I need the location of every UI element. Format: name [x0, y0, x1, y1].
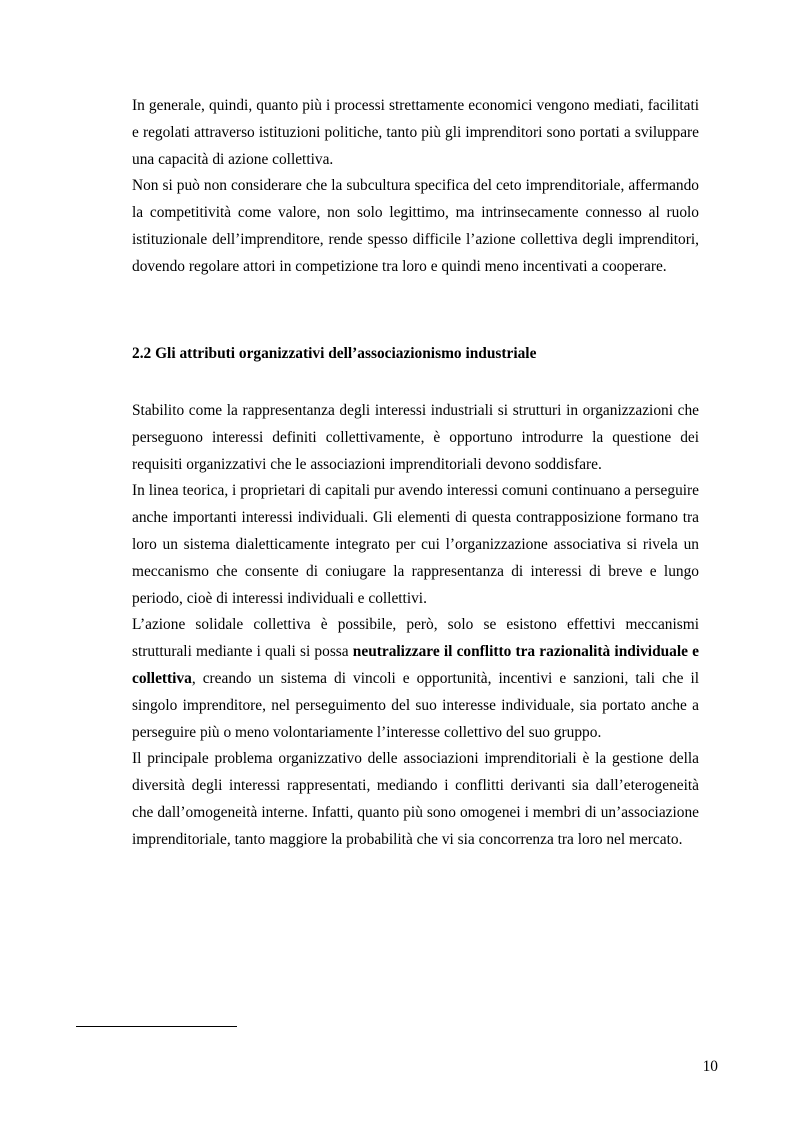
- footnote-separator: [76, 1026, 237, 1027]
- paragraph-6: Il principale problema organizzativo delle associazioni imprenditoriali è la gestione della diversità degli interessi rappresentati, mediando i conflitti derivanti sia dall’eterogeneità che dall’omogeneità interne. Infatti, quanto più sono omogenei i membri di un’associazione imprenditoriale, tanto maggiore la probabilità che vi sia concorrenza tra loro nel mercato.: [132, 750, 699, 848]
- paragraph-5-emphasis: neutralizzare il conflitto tra razionalità individuale e collettiva: [132, 643, 699, 687]
- section-heading: 2.2 Gli attributi organizzativi dell’associazionismo industriale: [132, 345, 537, 362]
- page-number: 10: [702, 1058, 718, 1075]
- paragraph-5-end: , creando un sistema di vincoli e opportunità, incentivi e sanzioni, tali che il singolo imprenditore, nel perseguimento del suo interesse individuale, sia portato anche a perseguire più o meno volontariamente l’interesse collettivo del suo gruppo.: [132, 669, 699, 741]
- paragraph-1: In generale, quindi, quanto più i processi strettamente economici vengono mediati, facilitati e regolati attraverso istituzioni politiche, tanto più gli imprenditori sono portati a sviluppare una capacità di azione collettiva.: [132, 97, 699, 168]
- paragraph-3: Stabilito come la rappresentanza degli interessi industriali si strutturi in organizzazioni che perseguono interessi definiti collettivamente, è opportuno introdurre la questione dei requisiti organizzativi che le associazioni imprenditoriali devono soddisfare.: [132, 402, 699, 473]
- paragraph-5-start: L’azione solidale collettiva è possibile, però, solo se esistono effettivi meccanismi strutturali mediante i quali si possa: [132, 616, 699, 661]
- paragraph-2: Non si può non considerare che la subcultura specifica del ceto imprenditoriale, affermando la competitività come valore, non solo legittimo, ma intrinsecamente connesso al ruolo istituzionale dell’imprenditore, rende spesso difficile l’azione collettiva degli imprenditori, dovendo regolare attori in competizione tra loro e quindi meno incentivati a cooperare.: [132, 177, 699, 275]
- paragraph-4: In linea teorica, i proprietari di capitali pur avendo interessi comuni continuano a perseguire anche importanti interessi individuali. Gli elementi di questa contrapposizione formano tra loro un sistema dialetticamente integrato per cui l’organizzazione associativa si rivela un meccanismo che consente di coniugare la rappresentanza di interessi di breve e lungo periodo, cioè di interessi individuali e collettivi.: [132, 482, 699, 607]
- paragraph-5: [132, 612, 699, 746]
- body-text-block-2: [132, 398, 699, 854]
- body-text-block-1: [132, 93, 699, 281]
